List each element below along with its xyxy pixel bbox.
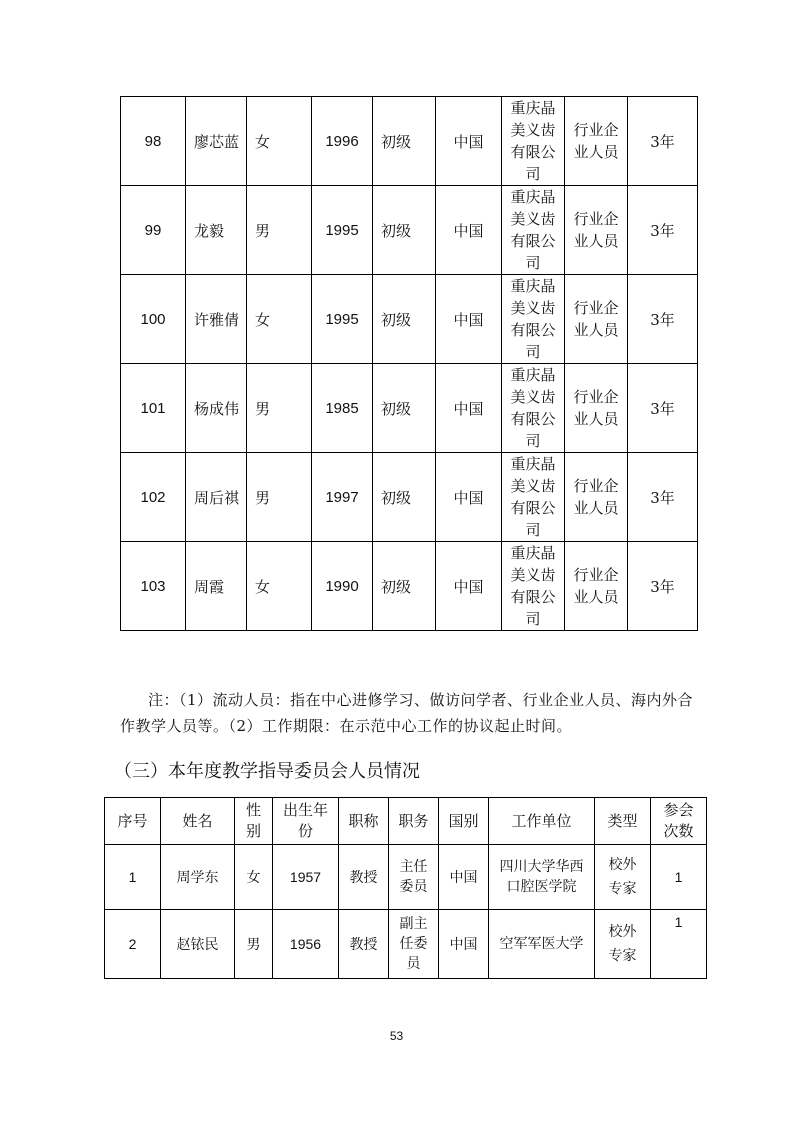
table-row (121, 97, 698, 186)
cell-country: 中国 (436, 275, 502, 364)
cell-year: 1995 (312, 186, 373, 275)
cell-type: 行业企业人员 (565, 453, 628, 542)
cell-no: 101 (121, 364, 186, 453)
cell-term: 3年 (628, 364, 698, 453)
cell-gender: 女 (247, 275, 312, 364)
cell-gender: 男 (235, 910, 273, 979)
committee-header-row (105, 798, 707, 845)
cell-no: 102 (121, 453, 186, 542)
cell-type: 校外专家 (595, 845, 651, 910)
cell-no: 1 (105, 845, 161, 910)
cell-level: 初级 (373, 364, 436, 453)
cell-country: 中国 (436, 186, 502, 275)
cell-term: 3年 (628, 97, 698, 186)
cell-term: 3年 (628, 186, 698, 275)
cell-count: 1 (651, 910, 707, 979)
cell-year: 1990 (312, 542, 373, 631)
table-row (121, 275, 698, 364)
table-row (105, 845, 707, 910)
cell-country: 中国 (436, 542, 502, 631)
cell-country: 中国 (439, 910, 489, 979)
cell-country: 中国 (436, 364, 502, 453)
cell-type: 校外专家 (595, 910, 651, 979)
cell-no: 2 (105, 910, 161, 979)
cell-gender: 男 (247, 364, 312, 453)
table-row (121, 542, 698, 631)
header-gender: 性别 (235, 798, 273, 845)
cell-name: 周后祺 (186, 453, 247, 542)
committee-table (104, 797, 707, 979)
cell-name: 周学东 (161, 845, 235, 910)
cell-gender: 女 (247, 97, 312, 186)
header-title: 职称 (339, 798, 389, 845)
cell-position: 副主任委员 (389, 910, 439, 979)
cell-level: 初级 (373, 453, 436, 542)
cell-year: 1956 (273, 910, 339, 979)
table-row (121, 453, 698, 542)
cell-type: 行业企业人员 (565, 542, 628, 631)
header-name: 姓名 (161, 798, 235, 845)
table-row (121, 186, 698, 275)
cell-name: 周霞 (186, 542, 247, 631)
cell-no: 103 (121, 542, 186, 631)
cell-gender: 男 (247, 453, 312, 542)
page-number: 53 (389, 1029, 404, 1043)
cell-no: 100 (121, 275, 186, 364)
cell-country: 中国 (436, 453, 502, 542)
cell-level: 初级 (373, 275, 436, 364)
cell-name: 杨成伟 (186, 364, 247, 453)
cell-country: 中国 (436, 97, 502, 186)
cell-unit: 重庆晶美义齿有限公司 (502, 364, 565, 453)
cell-unit: 重庆晶美义齿有限公司 (502, 275, 565, 364)
cell-gender: 男 (247, 186, 312, 275)
cell-year: 1997 (312, 453, 373, 542)
header-count: 参会次数 (651, 798, 707, 845)
cell-type: 行业企业人员 (565, 275, 628, 364)
cell-gender: 女 (235, 845, 273, 910)
cell-term: 3年 (628, 542, 698, 631)
cell-level: 初级 (373, 542, 436, 631)
header-country: 国别 (439, 798, 489, 845)
cell-level: 初级 (373, 97, 436, 186)
header-unit: 工作单位 (489, 798, 595, 845)
cell-unit: 重庆晶美义齿有限公司 (502, 453, 565, 542)
section-heading: （三）本年度教学指导委员会人员情况 (114, 761, 420, 782)
cell-year: 1995 (312, 275, 373, 364)
cell-term: 3年 (628, 275, 698, 364)
cell-gender: 女 (247, 542, 312, 631)
cell-no: 99 (121, 186, 186, 275)
cell-title: 教授 (339, 845, 389, 910)
header-type: 类型 (595, 798, 651, 845)
cell-unit: 四川大学华西口腔医学院 (489, 845, 595, 910)
cell-count: 1 (651, 845, 707, 910)
cell-level: 初级 (373, 186, 436, 275)
cell-unit: 重庆晶美义齿有限公司 (502, 186, 565, 275)
header-no: 序号 (105, 798, 161, 845)
mobile-staff-table (120, 96, 698, 631)
cell-name: 龙毅 (186, 186, 247, 275)
cell-type: 行业企业人员 (565, 364, 628, 453)
cell-year: 1957 (273, 845, 339, 910)
cell-term: 3年 (628, 453, 698, 542)
cell-name: 廖芯蓝 (186, 97, 247, 186)
header-year: 出生年份 (273, 798, 339, 845)
header-position: 职务 (389, 798, 439, 845)
cell-unit: 空军军医大学 (489, 910, 595, 979)
cell-title: 教授 (339, 910, 389, 979)
cell-year: 1985 (312, 364, 373, 453)
cell-name: 许雅倩 (186, 275, 247, 364)
cell-year: 1996 (312, 97, 373, 186)
cell-type: 行业企业人员 (565, 186, 628, 275)
table-note: 注：（1）流动人员：指在中心进修学习、做访问学者、行业企业人员、海内外合作教学人员等。（2）工作期限：在示范中心工作的协议起止时间。 (120, 691, 694, 735)
cell-country: 中国 (439, 845, 489, 910)
cell-position: 主任委员 (389, 845, 439, 910)
cell-unit: 重庆晶美义齿有限公司 (502, 97, 565, 186)
table-row (105, 910, 707, 979)
table-row (121, 364, 698, 453)
cell-name: 赵铱民 (161, 910, 235, 979)
cell-type: 行业企业人员 (565, 97, 628, 186)
cell-no: 98 (121, 97, 186, 186)
cell-unit: 重庆晶美义齿有限公司 (502, 542, 565, 631)
